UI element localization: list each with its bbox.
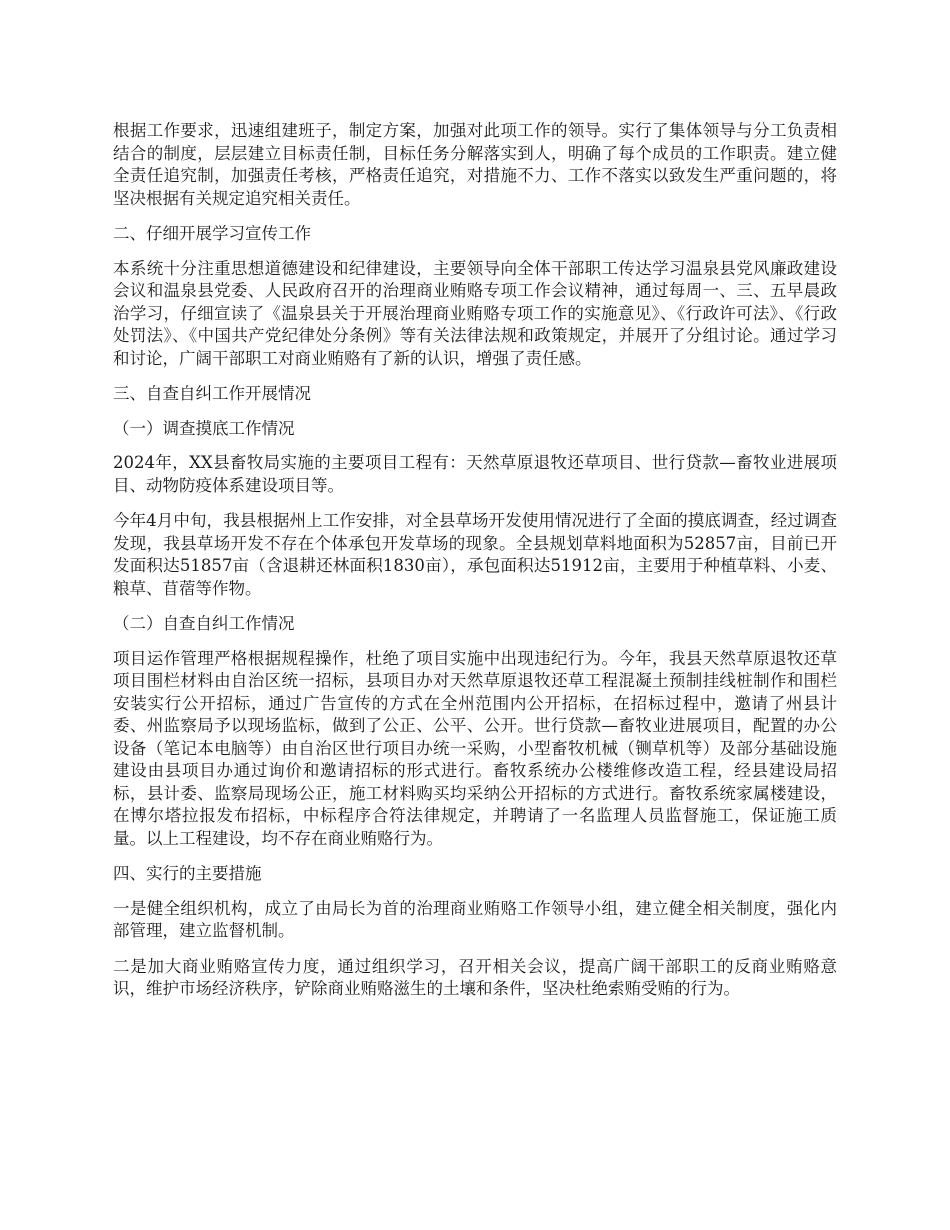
heading-self-inspection: 三、自查自纠工作开展情况 [113,384,311,403]
paragraph-projects: 2024年，XX县畜牧局实施的主要项目工程有：天然草原退牧还草项目、世行贷款—畜牧业进展项目、动物防疫体系建设项目等。 [113,453,837,495]
paragraph-measure-two: 二是加大商业贿赂宣传力度，通过组织学习，召开相关会议，提高广阔干部职工的反商业贿赂意识，维护市场经济秩序，铲除商业贿赂滋生的土壤和条件，坚决杜绝索贿受贿的行为。 [113,956,837,998]
paragraph-study: 本系统十分注重思想道德建设和纪律建设，主要领导向全体干部职工传达学习温泉县党风廉政建设会议和温泉县党委、人民政府召开的治理商业贿赂专项工作会议精神，通过每周一、三、五早晨政治学习，仔细宣读了《温泉县关于开展治理商业贿赂专项工作的实施意见》、《行政许可法》、《行政处罚法》、《中国共产党纪律处分条例》等有关法律法规和政策规定，并展开了分组讨论。通过学习和讨论，广阔干部职工对商业贿赂有了新的认识，增强了责任感。 [113,258,837,368]
paragraph-responsibility: 根据工作要求，迅速组建班子，制定方案，加强对此项工作的领导。实行了集体领导与分工负责相结合的制度，层层建立目标责任制，目标任务分解落实到人，明确了每个成员的工作职责。建立健全责任追究制，加强责任考核，严格责任追究，对措施不力、工作不落实以致发生严重问题的，将坚决根据有关规定追究相关责任。 [113,121,837,208]
subheading-survey: （一）调查摸底工作情况 [113,418,295,438]
heading-study-publicity: 二、仔细开展学习宣传工作 [113,224,311,243]
heading-measures: 四、实行的主要措施 [113,864,262,883]
paragraph-measure-one: 一是健全组织机构，成立了由局长为首的治理商业贿赂工作领导小组，建立健全相关制度，强化内部管理，建立监督机制。 [113,898,837,940]
paragraph-grassland: 今年4月中旬，我县根据州上工作安排，对全县草场开发使用情况进行了全面的摸底调查，经过调查发现，我县草场开发不存在个体承包开发草场的现象。全县规划草料地面积为52857亩，目前已开发面积达51857亩（含退耕还林面积1830亩），承包面积达51912亩，主要用于种植草料、小麦、粮草、苜蓿等作物。 [113,511,837,598]
paragraph-bidding: 项目运作管理严格根据规程操作，杜绝了项目实施中出现违纪行为。今年，我县天然草原退牧还草项目围栏材料由自治区统一招标，县项目办对天然草原退牧还草工程混凝土预制挂线桩制作和围栏安装实行公开招标，通过广告宣传的方式在全州范围内公开招标，在招标过程中，邀请了州县计委、州监察局予以现场监标，做到了公正、公平、公开。世行贷款—畜牧业进展项目，配置的办公设备（笔记本电脑等）由自治区世行项目办统一采购，小型畜牧机械（铡草机等）及部分基础设施建设由县项目办通过询价和邀请招标的形式进行。畜牧系统办公楼维修改造工程，经县建设局招标，县计委、监察局现场公正，施工材料购买均采纳公开招标的方式进行。畜牧系统家属楼建设，在博尔塔拉报发布招标，中标程序合符法律规定，并聘请了一名监理人员监督施工，保证施工质量。以上工程建设，均不存在商业贿赂行为。 [113,648,837,848]
subheading-correction: （二）自查自纠工作情况 [113,614,295,633]
document-page [113,120,837,1014]
